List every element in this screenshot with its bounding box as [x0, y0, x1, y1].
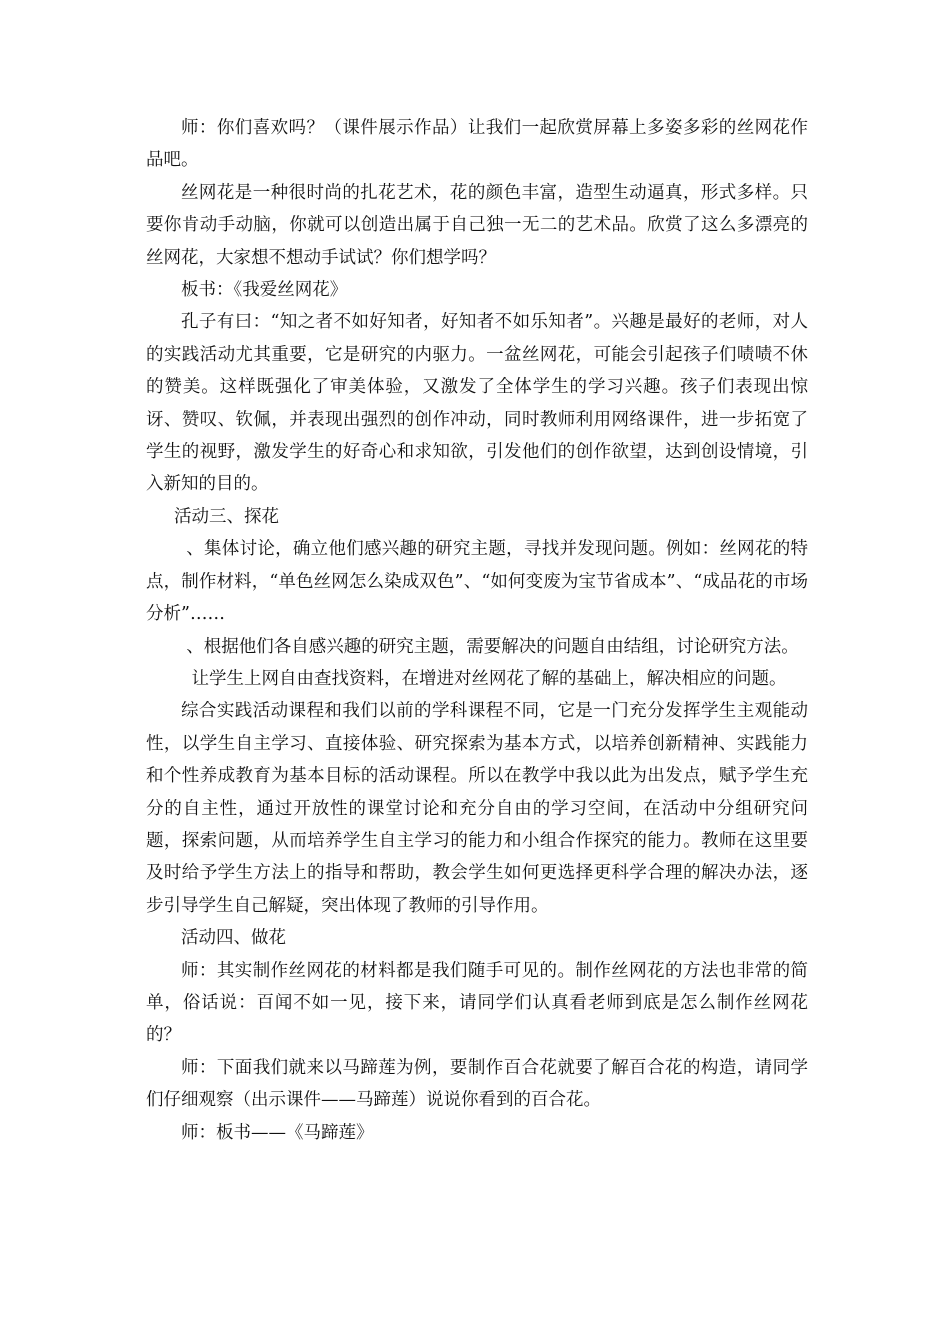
- document-page: [146, 112, 808, 1149]
- paragraph-practice-course: 综合实践活动课程和我们以前的学科课程不同，它是一门充分发挥学生主观能动性，以学生自主学习、直接体验、研究探索为基本方式，以培养创新精神、实践能力和个性养成教育为基本目标的活动课程。所以在教学中我以此为出发点，赋予学生充分的自主性，通过开放性的课堂讨论和充分自由的学习空间，在活动中分组研究问题，探索问题，从而培养学生自主学习的能力和小组合作探究的能力。教师在这里要及时给予学生方法上的指导和帮助，教会学生如何更选择更科学合理的解决办法，逐步引导学生自己解疑，突出体现了教师的引导作用。: [146, 701, 808, 916]
- board-title-2-paragraph: 师：板书——《马蹄莲》: [181, 1122, 374, 1143]
- board-title-paragraph: 板书：《我爱丝网花》: [181, 280, 348, 301]
- paragraph-teacher-materials: 师：其实制作丝网花的材料都是我们随手可见的。制作丝网花的方法也非常的简单，俗话说：百闻不如一见，接下来，请同学们认真看老师到底是怎么制作丝网花的？: [146, 960, 808, 1046]
- section-heading-activity-four: 活动四、做花: [181, 928, 286, 949]
- paragraph-silk-flower-intro: 丝网花是一种很时尚的扎花艺术，花的颜色丰富，造型生动逼真，形式多样。只要你肯动手动脑，你就可以创造出属于自己独一无二的艺术品。欣赏了这么多漂亮的丝网花，大家想不想动手试试？你们想学吗？: [146, 182, 808, 268]
- paragraph-teacher-show-works: 师：你们喜欢吗？（课件展示作品）让我们一起欣赏屏幕上多姿多彩的丝网花作品吧。: [146, 118, 808, 171]
- paragraph-free-grouping: 、根据他们各自感兴趣的研究主题，需要解决的问题自由结组，讨论研究方法。: [186, 636, 799, 657]
- paragraph-teacher-lily-example: 师：下面我们就来以马蹄莲为例，要制作百合花就要了解百合花的构造，请同学们仔细观察（出示课件——马蹄莲）说说你看到的百合花。: [146, 1057, 808, 1111]
- section-heading-activity-three: 活动三、探花: [174, 506, 279, 527]
- paragraph-group-discussion: 、集体讨论，确立他们感兴趣的研究主题，寻找并发现问题。例如：丝网花的特点，制作材料，“单色丝网怎么染成双色”、“如何变废为宝节省成本”、“成品花的市场分析”……: [146, 539, 808, 625]
- paragraph-confucius-interest: 孔子有曰：“知之者不如好知者，好知者不如乐知者”。兴趣是最好的老师，对人的实践活动尤其重要，它是研究的内驱力。一盆丝网花，可能会引起孩子们啧啧不休的赞美。这样既强化了审美体验，又激发了全体学生的学习兴趣。孩子们表现出惊讶、赞叹、钦佩，并表现出强烈的创作冲动，同时教师利用网络课件，进一步拓宽了学生的视野，激发学生的好奇心和求知欲，引发他们的创作欲望，达到创设情境，引入新知的目的。: [146, 312, 808, 495]
- paragraph-online-research: 让学生上网自由查找资料，在增进对丝网花了解的基础上，解决相应的问题。: [191, 668, 787, 689]
